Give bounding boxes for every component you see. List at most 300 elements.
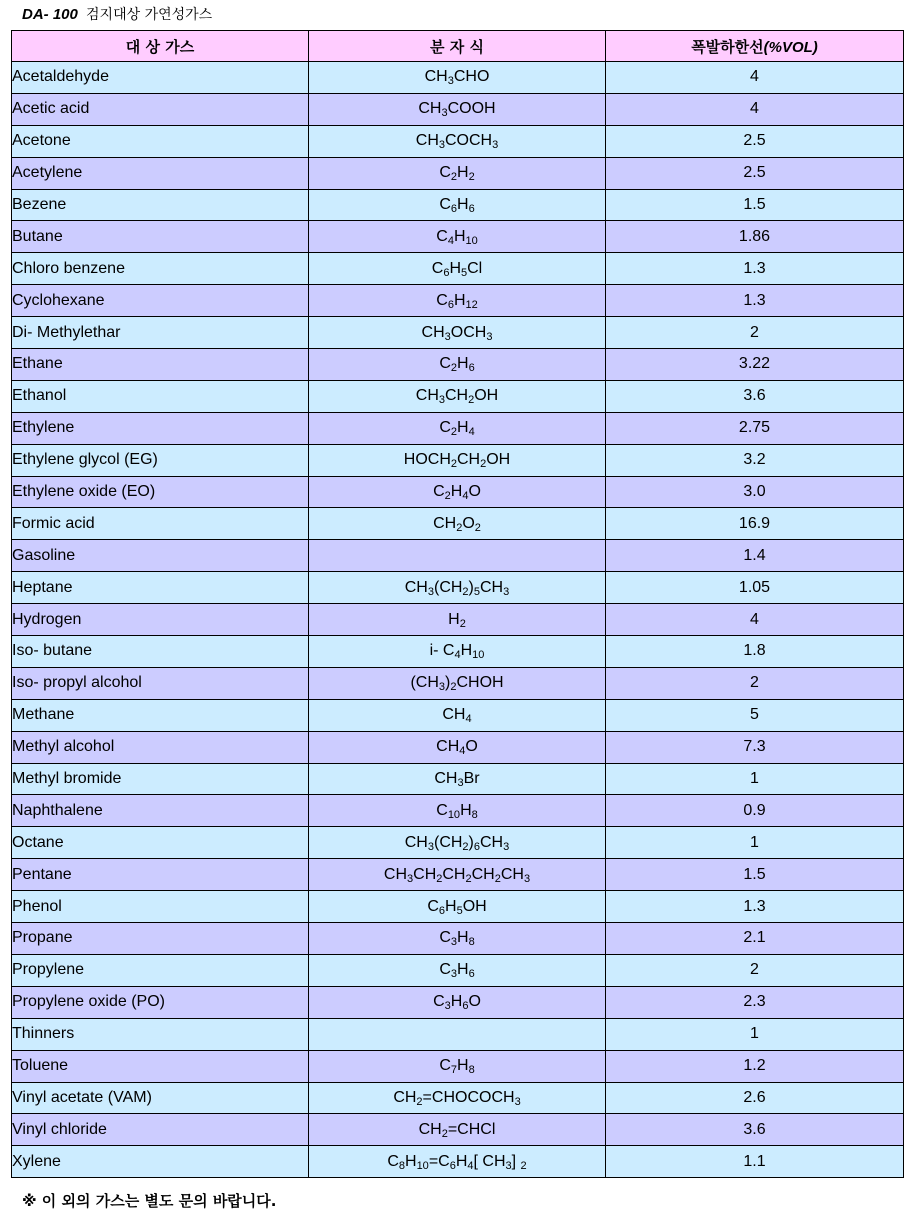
- formula-text: OH: [462, 897, 487, 915]
- formula-text: H: [457, 355, 469, 373]
- formula-text: CH: [433, 514, 457, 532]
- formula-subscript: 4: [465, 713, 472, 726]
- formula-subscript: 3: [503, 585, 510, 598]
- molecular-formula: [309, 444, 606, 476]
- formula-subscript: 2: [520, 1159, 527, 1172]
- formula-subscript: 3: [438, 139, 445, 152]
- formula-subscript: 6: [462, 1000, 469, 1013]
- formula-text: H: [457, 164, 469, 182]
- molecular-formula: [309, 1114, 606, 1146]
- formula-text: CH: [457, 451, 481, 469]
- formula-text: Br: [463, 770, 480, 788]
- formula-text: CH: [418, 1120, 442, 1138]
- gas-name: Vinyl chloride: [12, 1114, 309, 1146]
- gas-name: Methane: [12, 699, 309, 731]
- document-title: [22, 4, 212, 26]
- formula-text: OH: [474, 387, 499, 405]
- lel-value: 3.2: [606, 444, 904, 476]
- lel-value: 1.05: [606, 572, 904, 604]
- table-row: [12, 827, 904, 859]
- table-row: [12, 444, 904, 476]
- formula-text: (CH: [433, 833, 463, 851]
- formula-subscript: 2: [444, 490, 451, 503]
- formula-subscript: 3: [444, 330, 451, 343]
- formula-text: [ CH: [473, 1152, 506, 1170]
- formula-subscript: 10: [447, 808, 461, 821]
- formula-subscript: 4: [454, 649, 461, 662]
- gas-name: Xylene: [12, 1146, 309, 1178]
- formula-subscript: 4: [462, 490, 469, 503]
- gas-name: Vinyl acetate (VAM): [12, 1082, 309, 1114]
- formula-text: CH: [415, 132, 439, 150]
- gas-name: Iso- butane: [12, 636, 309, 668]
- formula-text: H: [445, 897, 457, 915]
- header-target-gas: 대 상 가스: [12, 31, 309, 62]
- gas-name: Toluene: [12, 1050, 309, 1082]
- molecular-formula: [309, 62, 606, 94]
- formula-text: CH: [413, 865, 437, 883]
- formula-text: H: [455, 1152, 468, 1170]
- molecular-formula: [309, 285, 606, 317]
- table-row: [12, 891, 904, 923]
- table-row: [12, 1050, 904, 1082]
- formula-text: C: [439, 1057, 451, 1075]
- formula-subscript: 3: [505, 1159, 512, 1172]
- formula-subscript: 2: [462, 840, 469, 853]
- table-row: [12, 572, 904, 604]
- formula-text: H: [453, 291, 466, 309]
- formula-subscript: 5: [473, 585, 480, 598]
- formula-text: ): [445, 674, 451, 692]
- molecular-formula: [309, 157, 606, 189]
- formula-text: H: [450, 993, 463, 1011]
- molecular-formula: [309, 636, 606, 668]
- formula-subscript: 3: [438, 394, 445, 407]
- formula-text: ): [468, 578, 474, 596]
- formula-subscript: 6: [468, 968, 475, 981]
- formula-subscript: 3: [447, 75, 454, 88]
- molecular-formula: [309, 317, 606, 349]
- lel-value: 2.6: [606, 1082, 904, 1114]
- formula-text: C: [387, 1152, 399, 1170]
- formula-text: CH: [445, 387, 469, 405]
- formula-subscript: 2: [494, 872, 501, 885]
- formula-subscript: 3: [486, 330, 493, 343]
- formula-text: CH: [434, 770, 458, 788]
- table-row: [12, 763, 904, 795]
- gas-name: Propylene oxide (PO): [12, 986, 309, 1018]
- molecular-formula: [309, 412, 606, 444]
- lel-value: 1.5: [606, 189, 904, 221]
- gas-name: Iso- propyl alcohol: [12, 667, 309, 699]
- formula-text: =C: [428, 1152, 450, 1170]
- formula-text: C: [433, 483, 445, 501]
- formula-subscript: 2: [436, 872, 443, 885]
- table-row: [12, 189, 904, 221]
- formula-text: C: [439, 196, 451, 213]
- gas-name: Thinners: [12, 1018, 309, 1050]
- lel-value: 1.5: [606, 859, 904, 891]
- formula-text: ): [468, 833, 474, 851]
- formula-text: (CH: [410, 674, 439, 692]
- formula-text: CH: [421, 323, 445, 341]
- formula-subscript: 2: [480, 458, 487, 471]
- header-lel-unit: (%VOL): [763, 38, 818, 56]
- formula-text: CH: [500, 865, 524, 883]
- gas-name: Propane: [12, 923, 309, 955]
- formula-text: H: [448, 610, 460, 628]
- lel-value: 2.5: [606, 157, 904, 189]
- gas-name: Di- Methylethar: [12, 317, 309, 349]
- table-row: [12, 125, 904, 157]
- molecular-formula: [309, 349, 606, 381]
- table-row: [12, 986, 904, 1018]
- table-row: [12, 540, 904, 572]
- molecular-formula: [309, 508, 606, 540]
- gas-name: Pentane: [12, 859, 309, 891]
- gas-name: Ethane: [12, 349, 309, 381]
- formula-subscript: 3: [503, 840, 510, 853]
- molecular-formula: [309, 1018, 606, 1050]
- molecular-formula: [309, 253, 606, 285]
- lel-value: 2.1: [606, 923, 904, 955]
- lel-value: 3.0: [606, 476, 904, 508]
- molecular-formula: [309, 1146, 606, 1178]
- lel-value: 1: [606, 827, 904, 859]
- formula-text: CH: [383, 865, 408, 883]
- formula-text: H: [453, 227, 466, 245]
- gas-name: Acetic acid: [12, 93, 309, 125]
- formula-subscript: 10: [465, 234, 478, 247]
- lel-value: 7.3: [606, 731, 904, 763]
- formula-text: CH: [480, 578, 504, 596]
- formula-text: CH: [442, 706, 466, 724]
- formula-subscript: 10: [416, 1159, 429, 1172]
- formula-subscript: 3: [407, 872, 414, 885]
- gas-name: Propylene: [12, 954, 309, 986]
- gas-name: Bezene: [12, 189, 309, 221]
- lel-value: 3.22: [606, 349, 904, 381]
- lel-value: 4: [606, 604, 904, 636]
- molecular-formula: [309, 125, 606, 157]
- lel-value: 0.9: [606, 795, 904, 827]
- table-row: [12, 859, 904, 891]
- table-row: [12, 508, 904, 540]
- formula-text: H: [457, 961, 469, 979]
- table-row: [12, 667, 904, 699]
- molecular-formula: [309, 699, 606, 731]
- gas-name: Cyclohexane: [12, 285, 309, 317]
- lel-value: 2: [606, 667, 904, 699]
- formula-text: H: [450, 483, 463, 501]
- formula-subscript: 8: [398, 1159, 405, 1172]
- formula-subscript: 5: [456, 904, 463, 917]
- table-row: [12, 699, 904, 731]
- formula-subscript: 2: [450, 426, 457, 439]
- formula-text: CH: [442, 865, 466, 883]
- formula-subscript: 2: [465, 872, 472, 885]
- gas-name: Octane: [12, 827, 309, 859]
- header-lel-label: 폭발하한선: [691, 37, 764, 56]
- gas-name: Formic acid: [12, 508, 309, 540]
- formula-text: O: [465, 738, 478, 756]
- lel-value: 3.6: [606, 1114, 904, 1146]
- lel-value: 2: [606, 317, 904, 349]
- formula-text: O: [468, 993, 481, 1011]
- gas-name: Phenol: [12, 891, 309, 923]
- formula-subscript: 2: [474, 521, 481, 534]
- formula-text: O: [468, 483, 481, 501]
- lel-value: 4: [606, 93, 904, 125]
- table-row: [12, 1146, 904, 1178]
- formula-subscript: 2: [462, 585, 469, 598]
- formula-subscript: 6: [449, 1159, 456, 1172]
- molecular-formula: [309, 189, 606, 221]
- gas-name: Ethylene glycol (EG): [12, 444, 309, 476]
- formula-text: COCH: [445, 132, 493, 150]
- gas-name: Butane: [12, 221, 309, 253]
- lel-value: 1.8: [606, 636, 904, 668]
- formula-text: H: [405, 1152, 417, 1170]
- formula-subscript: 4: [467, 1159, 474, 1172]
- formula-text: H: [460, 801, 472, 819]
- lel-value: 1: [606, 763, 904, 795]
- formula-subscript: 2: [456, 521, 463, 534]
- molecular-formula: [309, 986, 606, 1018]
- formula-text: =CHOCOCH: [422, 1088, 515, 1106]
- molecular-formula: [309, 763, 606, 795]
- formula-subscript: 6: [447, 298, 454, 311]
- formula-subscript: 2: [459, 617, 466, 630]
- table-row: [12, 795, 904, 827]
- gas-name: Ethylene: [12, 412, 309, 444]
- footer-note: ※ 이 외의 가스는 별도 문의 바랍니다.: [22, 1192, 277, 1210]
- formula-text: CH: [404, 578, 428, 596]
- formula-text: =CHCl: [447, 1120, 496, 1138]
- formula-text: C: [439, 164, 451, 182]
- gas-name: Acetaldehyde: [12, 62, 309, 94]
- formula-subscript: 3: [514, 1095, 521, 1108]
- lel-value: 1.3: [606, 891, 904, 923]
- molecular-formula: [309, 221, 606, 253]
- formula-text: H: [457, 929, 469, 947]
- formula-text: H: [460, 642, 473, 660]
- molecular-formula: [309, 380, 606, 412]
- formula-text: C: [436, 291, 448, 309]
- lel-value: 1.1: [606, 1146, 904, 1178]
- formula-subscript: 4: [459, 745, 466, 758]
- formula-text: C: [439, 419, 451, 437]
- formula-text: CH: [404, 833, 428, 851]
- model-name: DA- 100: [22, 6, 78, 23]
- formula-text: H: [457, 1057, 469, 1075]
- formula-text: CH: [418, 100, 442, 118]
- gas-name: Acetone: [12, 125, 309, 157]
- formula-subscript: 4: [468, 426, 475, 439]
- formula-text: C: [439, 929, 451, 947]
- formula-subscript: 3: [523, 872, 531, 885]
- formula-subscript: 2: [441, 1127, 448, 1140]
- gas-name: Acetylene: [12, 157, 309, 189]
- formula-subscript: 6: [468, 203, 475, 215]
- formula-subscript: 6: [438, 904, 445, 917]
- lel-value: 16.9: [606, 508, 904, 540]
- table-row: [12, 1114, 904, 1146]
- molecular-formula: [309, 572, 606, 604]
- formula-subscript: 6: [468, 362, 475, 375]
- table-row: [12, 1082, 904, 1114]
- formula-text: COOH: [447, 100, 496, 118]
- table-row: [12, 380, 904, 412]
- formula-text: CH: [424, 68, 448, 86]
- formula-subscript: 4: [447, 234, 454, 247]
- gas-table-body: [12, 62, 904, 1178]
- lel-value: 1.2: [606, 1050, 904, 1082]
- formula-text: CH: [393, 1088, 417, 1106]
- molecular-formula: [309, 923, 606, 955]
- lel-value: 2.75: [606, 412, 904, 444]
- formula-subscript: 3: [427, 840, 434, 853]
- gas-name: Hydrogen: [12, 604, 309, 636]
- formula-subscript: 6: [473, 840, 480, 853]
- formula-subscript: 7: [450, 1064, 457, 1077]
- formula-text: i- C: [429, 642, 455, 660]
- lel-value: 4: [606, 62, 904, 94]
- lel-value: 2.5: [606, 125, 904, 157]
- formula-text: C: [436, 227, 448, 245]
- molecular-formula: [309, 827, 606, 859]
- table-row: [12, 253, 904, 285]
- table-row: [12, 412, 904, 444]
- formula-text: Cl: [467, 259, 483, 277]
- table-row: [12, 349, 904, 381]
- formula-subscript: 2: [468, 171, 475, 184]
- formula-text: H: [449, 259, 461, 277]
- formula-text: C: [427, 897, 439, 915]
- table-header-row: [12, 31, 904, 62]
- formula-subscript: 8: [471, 808, 478, 821]
- formula-subscript: 3: [438, 681, 445, 694]
- gas-name: Naphthalene: [12, 795, 309, 827]
- molecular-formula: [309, 731, 606, 763]
- molecular-formula: [309, 1082, 606, 1114]
- formula-subscript: 8: [468, 1064, 475, 1077]
- lel-value: 2.3: [606, 986, 904, 1018]
- formula-subscript: 8: [468, 936, 475, 949]
- formula-text: CH: [415, 387, 439, 405]
- formula-text: CH: [436, 738, 460, 756]
- gas-name: Ethylene oxide (EO): [12, 476, 309, 508]
- formula-subscript: 3: [450, 968, 457, 981]
- molecular-formula: [309, 540, 606, 572]
- formula-subscript: 12: [465, 298, 478, 311]
- molecular-formula: [309, 1050, 606, 1082]
- formula-subscript: 2: [468, 394, 475, 407]
- formula-text: CHO: [453, 68, 490, 86]
- formula-text: HOCH: [403, 451, 451, 469]
- formula-text: O: [462, 514, 475, 532]
- table-row: [12, 157, 904, 189]
- formula-text: CH: [471, 865, 495, 883]
- formula-text: H: [457, 419, 469, 437]
- table-row: [12, 285, 904, 317]
- table-row: [12, 317, 904, 349]
- formula-subscript: 3: [441, 107, 448, 120]
- gas-table: [11, 30, 904, 1178]
- formula-text: H: [457, 196, 469, 213]
- formula-subscript: 3: [450, 936, 457, 949]
- formula-text: C: [439, 355, 451, 373]
- molecular-formula: [309, 604, 606, 636]
- formula-text: OH: [486, 451, 511, 469]
- table-row: [12, 62, 904, 94]
- gas-name: Gasoline: [12, 540, 309, 572]
- gas-name: Chloro benzene: [12, 253, 309, 285]
- formula-text: C: [439, 961, 451, 979]
- gas-name: Ethanol: [12, 380, 309, 412]
- table-row: [12, 221, 904, 253]
- gas-name: Methyl alcohol: [12, 731, 309, 763]
- formula-text: C: [433, 993, 445, 1011]
- formula-subscript: 2: [450, 681, 457, 694]
- gas-name: Methyl bromide: [12, 763, 309, 795]
- molecular-formula: [309, 859, 606, 891]
- table-row: [12, 476, 904, 508]
- formula-subscript: 5: [461, 266, 468, 279]
- formula-text: OCH: [450, 323, 487, 341]
- formula-subscript: 6: [450, 203, 457, 215]
- lel-value: 1.3: [606, 253, 904, 285]
- header-lel: [606, 31, 904, 62]
- molecular-formula: [309, 667, 606, 699]
- header-molecular-formula: 분 자 식: [309, 31, 606, 62]
- table-row: [12, 954, 904, 986]
- lel-value: 3.6: [606, 380, 904, 412]
- lel-value: 1: [606, 1018, 904, 1050]
- lel-value: 1.86: [606, 221, 904, 253]
- table-row: [12, 604, 904, 636]
- molecular-formula: [309, 795, 606, 827]
- formula-subscript: 3: [492, 139, 499, 152]
- formula-text: C: [431, 259, 444, 277]
- formula-subscript: 3: [427, 585, 434, 598]
- lel-value: 1.4: [606, 540, 904, 572]
- molecular-formula: [309, 891, 606, 923]
- table-row: [12, 1018, 904, 1050]
- table-row: [12, 923, 904, 955]
- formula-subscript: 3: [444, 1000, 451, 1013]
- molecular-formula: [309, 476, 606, 508]
- table-row: [12, 731, 904, 763]
- lel-value: 2: [606, 954, 904, 986]
- table-row: [12, 636, 904, 668]
- formula-text: CHOH: [456, 674, 504, 692]
- table-row: [12, 93, 904, 125]
- lel-value: 1.3: [606, 285, 904, 317]
- formula-subscript: 2: [450, 362, 457, 375]
- formula-text: (CH: [433, 578, 463, 596]
- formula-subscript: 2: [450, 458, 457, 471]
- formula-text: ]: [511, 1152, 521, 1170]
- formula-subscript: 10: [472, 649, 485, 662]
- formula-subscript: 2: [416, 1095, 423, 1108]
- formula-subscript: 2: [450, 171, 457, 184]
- lel-value: 5: [606, 699, 904, 731]
- formula-text: CH: [480, 833, 504, 851]
- title-subtitle: 검지대상 가연성가스: [86, 7, 213, 23]
- formula-text: C: [436, 801, 448, 819]
- formula-subscript: 3: [457, 777, 464, 790]
